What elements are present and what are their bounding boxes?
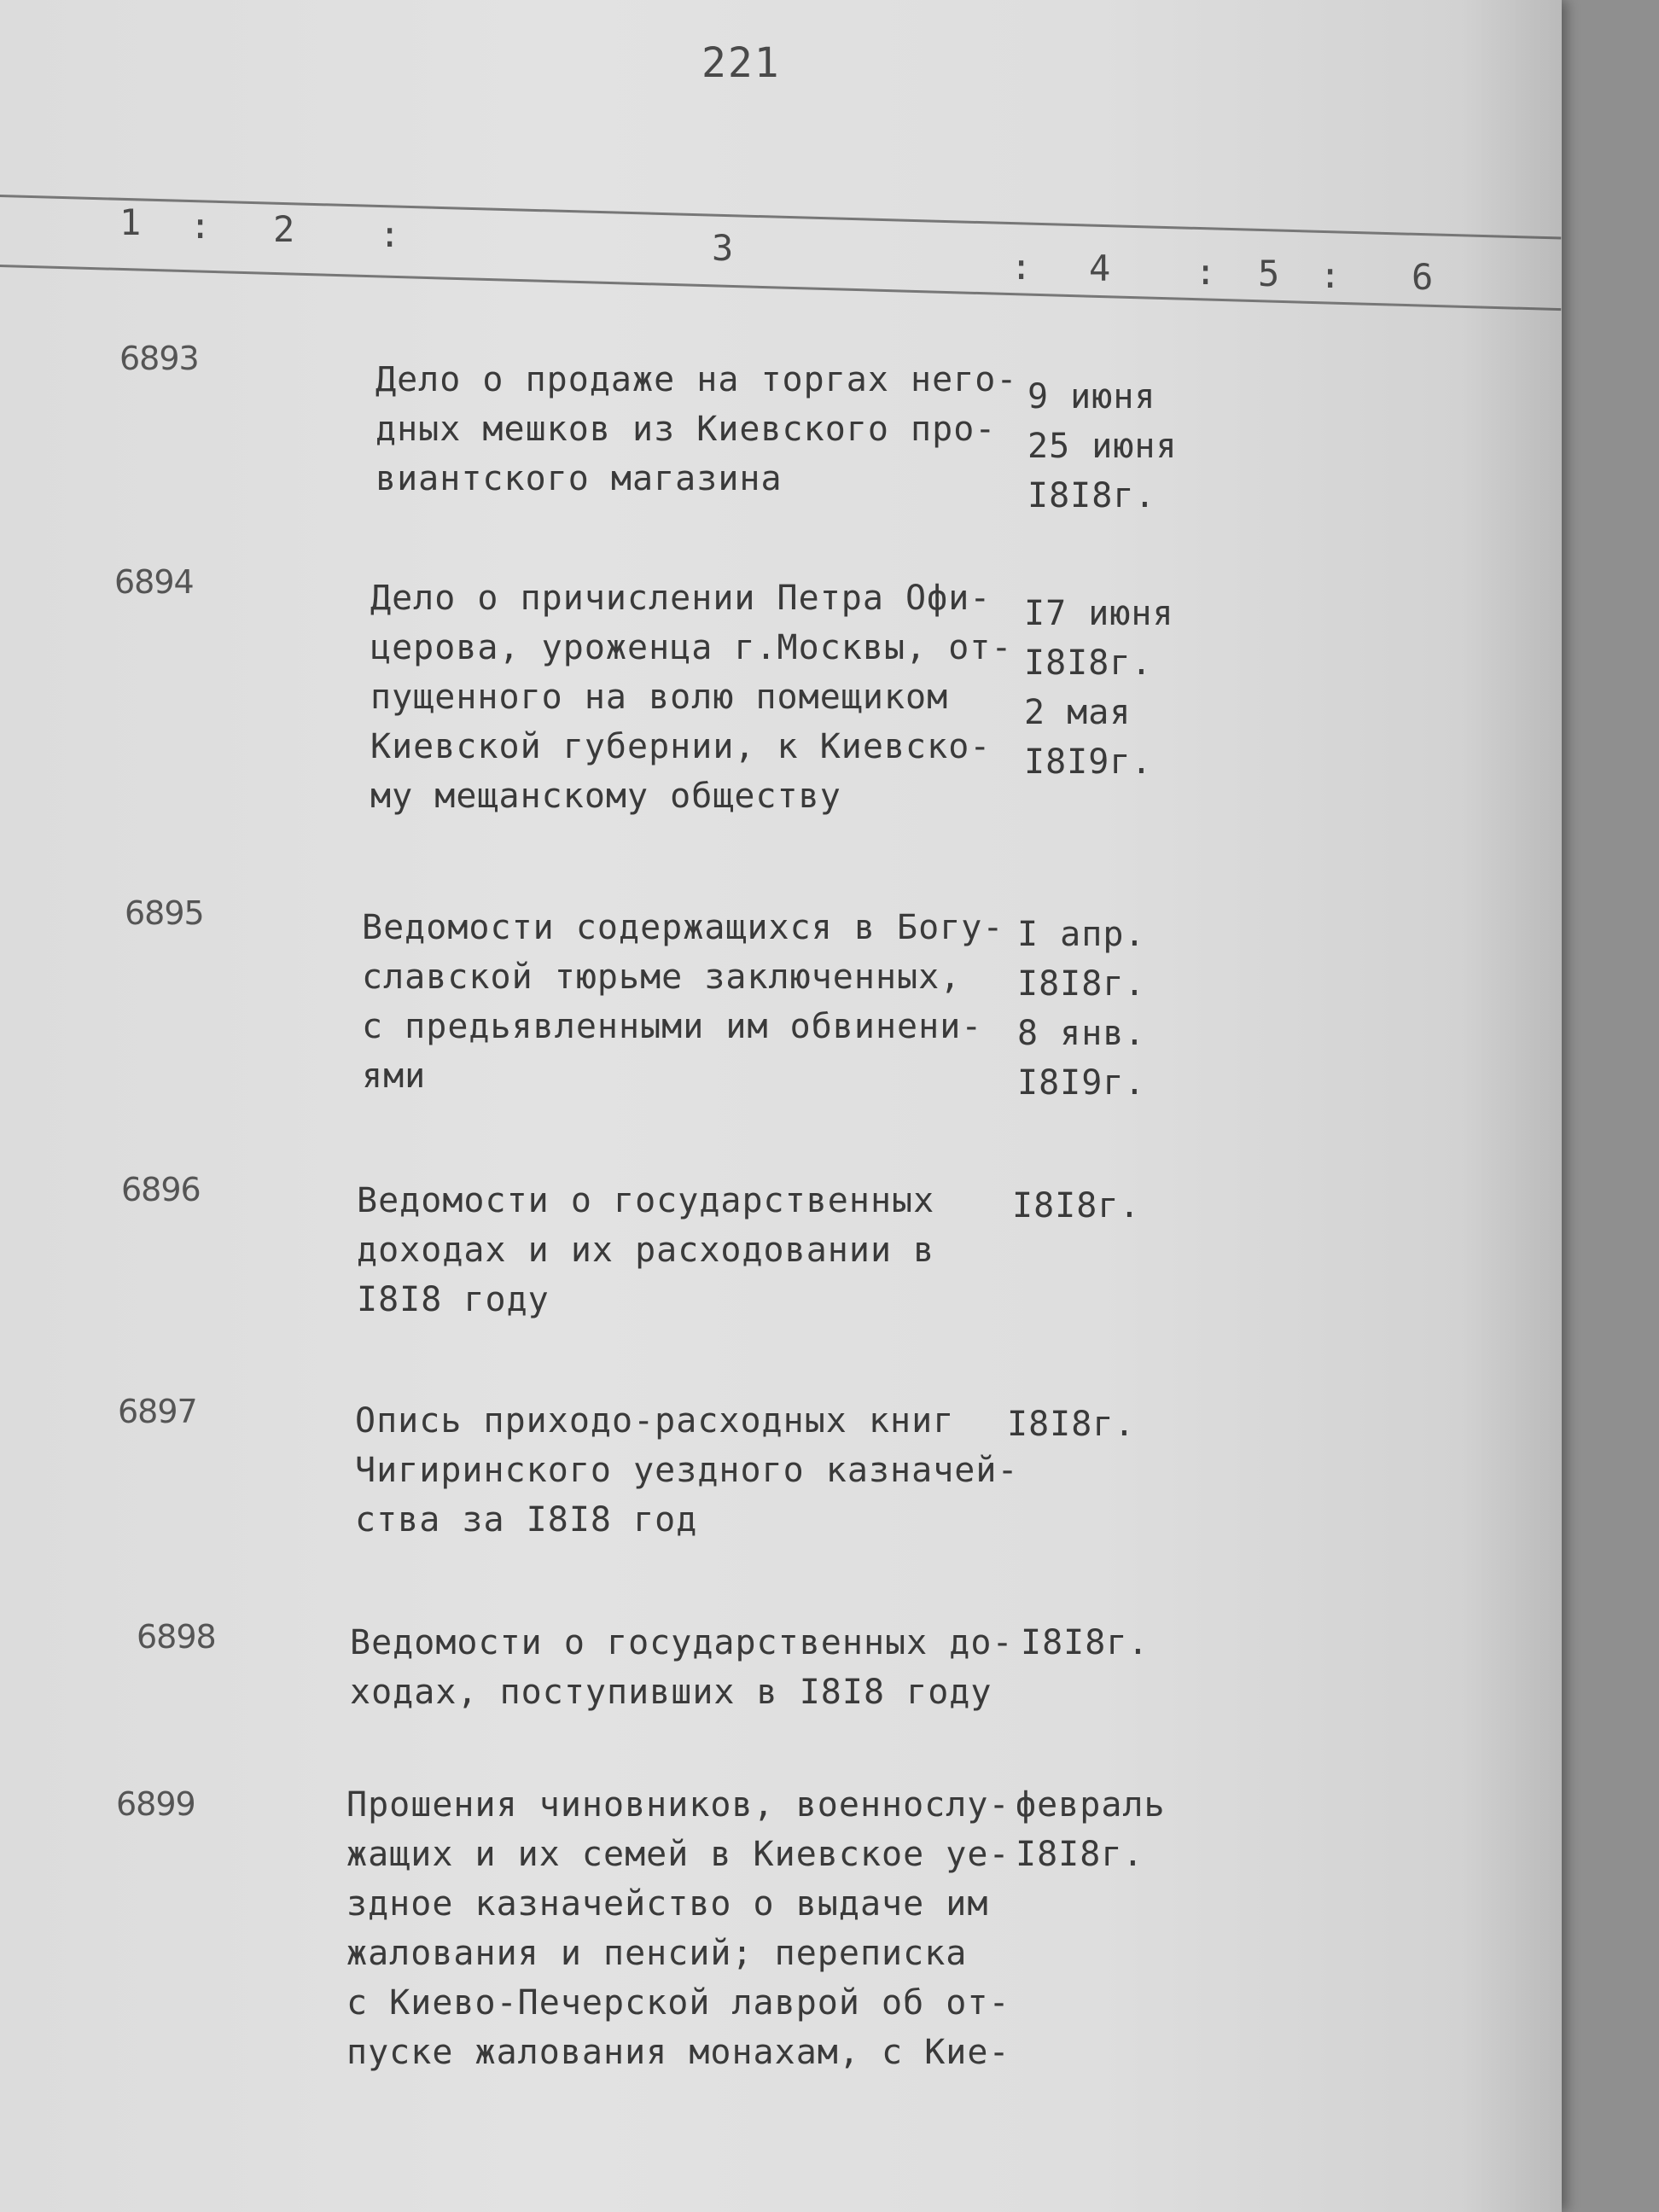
date-line: 25 июня (1027, 427, 1178, 466)
description-line: с предьявленными им обвинени- (362, 1007, 983, 1046)
entry-dates (1021, 1618, 1150, 1668)
description-line: ями (362, 1057, 427, 1096)
column-label-6: 6 (1412, 256, 1434, 298)
description-line: Киевской губернии, к Киевско- (370, 727, 992, 766)
column-label-4: 4 (1089, 247, 1111, 289)
column-separator: : (1319, 254, 1342, 296)
description-line: Ведомости о государственных (357, 1181, 935, 1220)
date-line: 2 мая (1024, 693, 1132, 732)
date-line: I8I8г. (1024, 643, 1153, 683)
description-line: доходах и их расходовании в (357, 1231, 935, 1270)
entry-number: 6893 (119, 340, 199, 377)
date-line: февраль (1016, 1785, 1166, 1825)
entry-description (355, 1396, 1019, 1545)
column-label-5: 5 (1258, 253, 1280, 294)
description-line: Ведомости о государственных до- (350, 1623, 1014, 1662)
column-label-3: 3 (712, 227, 734, 269)
entry-description (362, 903, 1004, 1101)
date-line: I7 июня (1024, 594, 1174, 633)
date-line: I8I8г. (1007, 1405, 1136, 1444)
entry-number: 6898 (137, 1618, 216, 1656)
date-line: I8I8г. (1017, 964, 1146, 1004)
entry-description (346, 1780, 1010, 2077)
description-line: славской тюрьме заключенных, (362, 958, 962, 997)
date-line: I апр. (1017, 915, 1146, 954)
entry-dates (1027, 372, 1178, 521)
date-line: I8I8г. (1016, 1835, 1144, 1874)
date-line: I8I8г. (1021, 1623, 1150, 1662)
entry-description (375, 355, 1017, 504)
entry-number: 6899 (116, 1785, 195, 1823)
description-line: ходах, поступивших в I8I8 году (350, 1673, 992, 1712)
description-line: виантского магазина (375, 459, 783, 498)
date-line: 9 июня (1027, 377, 1156, 416)
column-separator: : (379, 213, 401, 255)
entry-dates (1012, 1181, 1141, 1231)
entry-dates (1007, 1400, 1136, 1449)
description-line: Ведомости содержащихся в Богу- (362, 908, 1004, 947)
description-line: дных мешков из Киевского про- (375, 410, 997, 449)
entry-number: 6896 (121, 1171, 201, 1208)
entry-dates (1024, 589, 1174, 787)
entry-description (350, 1618, 1014, 1717)
description-line: ства за I8I8 год (355, 1500, 698, 1540)
description-line: церова, уроженца г.Москвы, от- (370, 628, 1013, 667)
entry-number: 6894 (114, 563, 194, 601)
entry-dates (1017, 910, 1146, 1108)
entry-dates (1016, 1780, 1166, 1879)
column-separator: : (1010, 246, 1033, 288)
description-line: Прошения чиновников, военнослу- (346, 1785, 1010, 1825)
column-separator: : (1195, 251, 1217, 293)
date-line: I8I8г. (1027, 476, 1156, 515)
description-line: Чигиринского уездного казначей- (355, 1451, 1019, 1490)
description-line: Дело о причислении Петра Офи- (370, 579, 992, 618)
column-header (0, 0, 1562, 341)
description-line: здное казначейство о выдаче им (346, 1884, 989, 1924)
description-line: пуске жалования монахам, с Кие- (346, 2033, 1010, 2072)
description-line: жащих и их семей в Киевское уе- (346, 1835, 1010, 1874)
column-separator: : (189, 205, 212, 247)
description-line: му мещанскому обществу (370, 777, 841, 816)
column-label-1: 1 (119, 201, 142, 243)
entry-number: 6895 (125, 894, 204, 932)
description-line: с Киево-Печерской лаврой об от- (346, 1983, 1010, 2023)
date-line: I8I8г. (1012, 1186, 1141, 1225)
header-top-rule (0, 195, 1561, 239)
date-line: I8I9г. (1017, 1063, 1146, 1103)
date-line: 8 янв. (1017, 1014, 1146, 1053)
description-line: Опись приходо-расходных книг (355, 1401, 955, 1441)
page-number: 221 (701, 39, 781, 87)
entry-number: 6897 (118, 1393, 197, 1430)
date-line: I8I9г. (1024, 742, 1153, 782)
description-line: пущенного на волю помещиком (370, 678, 949, 717)
description-line: I8I8 году (357, 1280, 550, 1319)
description-line: жалования и пенсий; переписка (346, 1934, 968, 1973)
entry-description (357, 1176, 934, 1324)
entry-description (370, 573, 1012, 821)
description-line: Дело о продаже на торгах него- (375, 360, 1018, 399)
column-label-2: 2 (273, 208, 295, 250)
